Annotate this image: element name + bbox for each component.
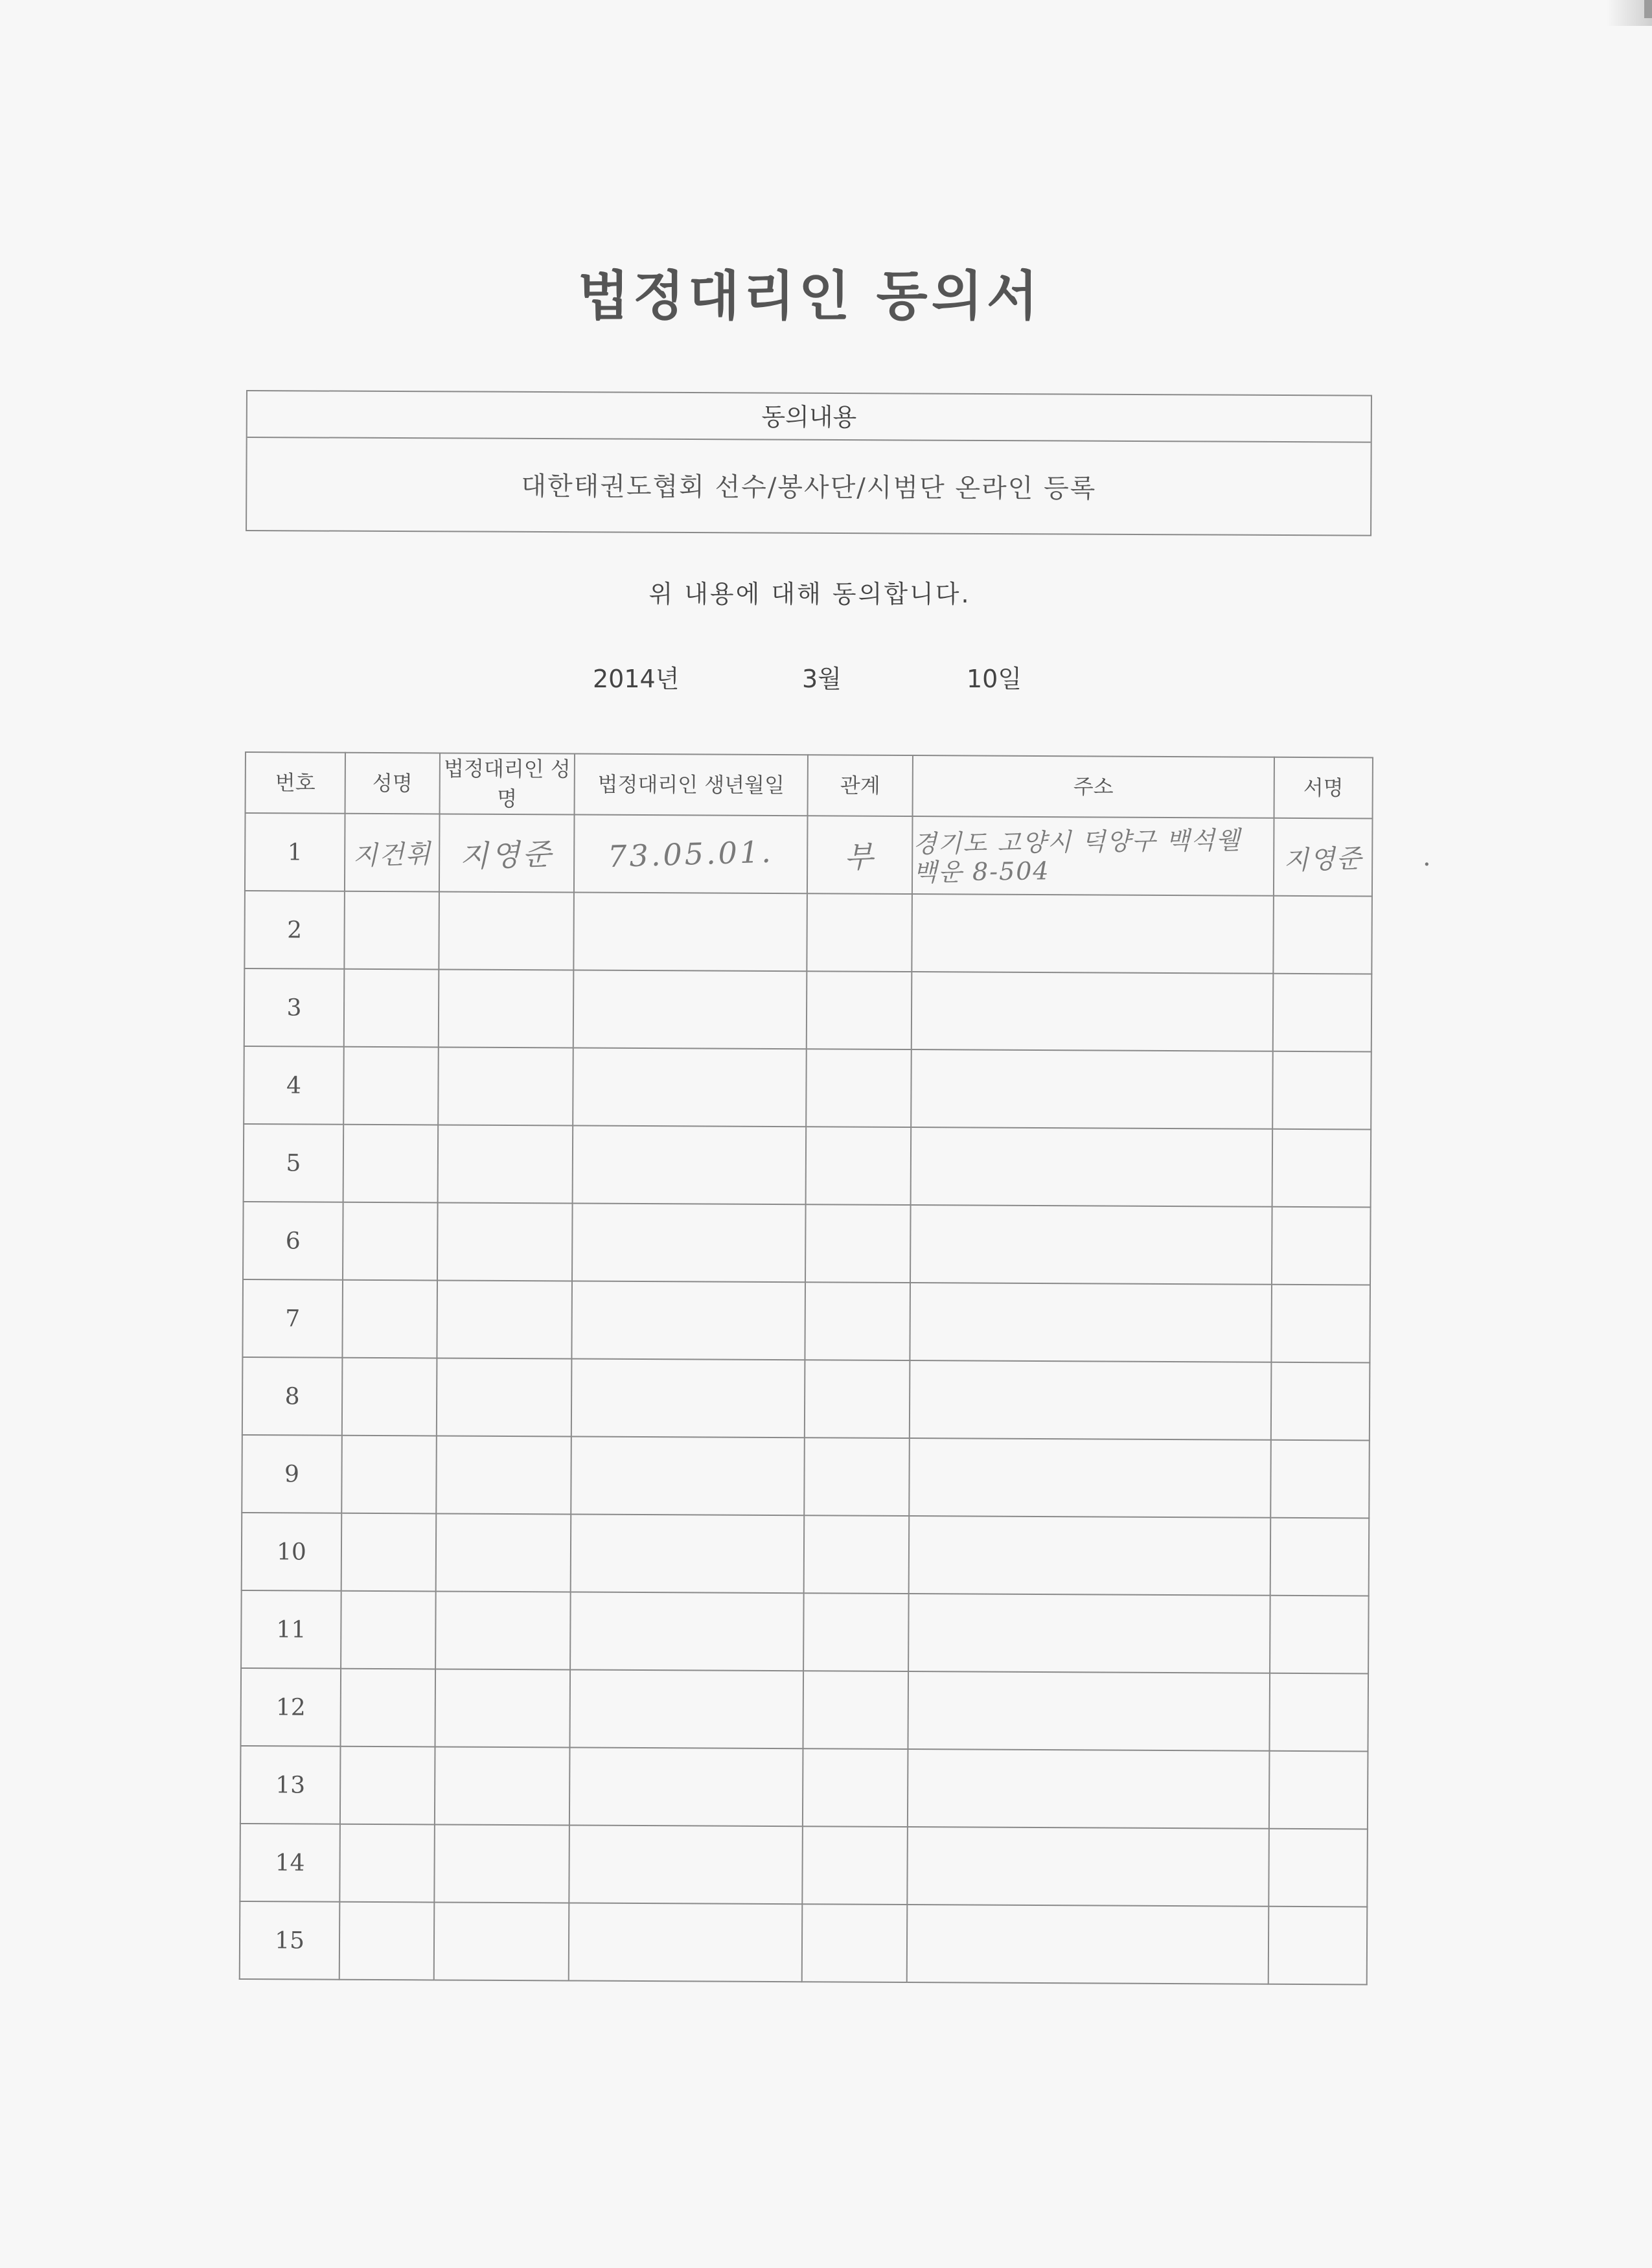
cell-relation bbox=[805, 1282, 910, 1360]
cell-relation bbox=[805, 1204, 911, 1283]
cell-no: 8 bbox=[242, 1357, 343, 1436]
cell-address bbox=[910, 1205, 1272, 1285]
cell-guardian-birth bbox=[574, 814, 808, 893]
cell-guardian-birth bbox=[573, 1048, 807, 1127]
table-body bbox=[240, 813, 1373, 1984]
cell-guardian-birth bbox=[569, 1747, 803, 1826]
cell-guardian-name bbox=[437, 1358, 572, 1436]
page-corner-shadow bbox=[1607, 0, 1652, 26]
cell-signature bbox=[1271, 1362, 1370, 1441]
cell-no: 15 bbox=[240, 1901, 340, 1980]
header-guardian-name: 법정대리인 성명 bbox=[440, 753, 575, 814]
table-row bbox=[242, 1513, 1370, 1596]
cell-guardian-name bbox=[437, 1202, 573, 1281]
cell-relation bbox=[807, 816, 913, 894]
cell-name bbox=[343, 1047, 439, 1125]
cell-guardian-name bbox=[439, 969, 574, 1048]
handwritten-signature: 지영준 bbox=[1283, 843, 1363, 876]
stray-mark: · bbox=[1423, 850, 1431, 880]
cell-signature bbox=[1274, 818, 1373, 897]
cell-guardian-birth bbox=[570, 1592, 804, 1671]
cell-address bbox=[908, 1594, 1270, 1673]
header-no: 번호 bbox=[246, 752, 345, 814]
handwritten-guardian-birth: 73.05.01. bbox=[607, 834, 774, 875]
cell-no: 9 bbox=[242, 1435, 342, 1513]
cell-address bbox=[907, 1827, 1269, 1907]
cell-guardian-name bbox=[435, 1591, 571, 1669]
cell-name bbox=[341, 1591, 436, 1669]
cell-address bbox=[912, 816, 1274, 896]
cell-signature bbox=[1273, 974, 1372, 1052]
cell-signature bbox=[1273, 896, 1372, 974]
cell-address bbox=[911, 1049, 1273, 1129]
table-row bbox=[244, 1046, 1371, 1130]
cell-name bbox=[339, 1824, 435, 1903]
consent-box bbox=[246, 390, 1372, 536]
cell-guardian-birth bbox=[571, 1436, 805, 1515]
cell-signature bbox=[1270, 1440, 1370, 1518]
cell-signature bbox=[1268, 1907, 1368, 1985]
cell-no: 3 bbox=[244, 968, 345, 1047]
cell-no: 11 bbox=[241, 1590, 341, 1669]
cell-no: 13 bbox=[240, 1746, 341, 1824]
table-row bbox=[242, 1435, 1370, 1518]
cell-guardian-birth bbox=[571, 1358, 805, 1438]
cell-name bbox=[339, 1902, 435, 1980]
cell-name bbox=[341, 1513, 437, 1592]
cell-relation bbox=[807, 971, 912, 1049]
cell-name bbox=[342, 1358, 437, 1436]
cell-relation bbox=[806, 1127, 912, 1205]
table-row bbox=[245, 813, 1373, 897]
table-row bbox=[240, 1901, 1368, 1985]
table-row bbox=[242, 1279, 1370, 1363]
consent-body: 대한태권도협회 선수/봉사단/시범단 온라인 등록 bbox=[521, 471, 1097, 504]
cell-guardian-birth bbox=[573, 970, 807, 1049]
cell-relation bbox=[803, 1593, 909, 1671]
table-header-row bbox=[246, 752, 1373, 819]
date-day: 10일 bbox=[967, 665, 1022, 693]
cell-relation bbox=[802, 1826, 908, 1905]
table-row bbox=[241, 1590, 1369, 1674]
agreement-statement: 위 내용에 대해 동의합니다. bbox=[648, 580, 971, 608]
cell-guardian-name bbox=[437, 1280, 572, 1358]
cell-relation bbox=[802, 1904, 908, 1982]
cell-guardian-name bbox=[435, 1669, 570, 1747]
cell-no: 6 bbox=[243, 1202, 343, 1280]
cell-relation bbox=[807, 893, 912, 972]
cell-address bbox=[912, 972, 1274, 1051]
cell-guardian-name bbox=[439, 891, 574, 970]
table-row bbox=[244, 891, 1372, 974]
cell-guardian-name bbox=[434, 1902, 569, 1980]
table-row bbox=[243, 1202, 1371, 1285]
cell-name bbox=[344, 969, 439, 1048]
cell-name bbox=[341, 1436, 437, 1514]
cell-guardian-name bbox=[435, 1747, 570, 1825]
cell-guardian-birth bbox=[569, 1825, 803, 1904]
cell-relation bbox=[803, 1748, 908, 1827]
table-row bbox=[244, 1124, 1371, 1208]
cell-guardian-birth bbox=[571, 1281, 805, 1360]
cell-relation bbox=[804, 1438, 910, 1516]
cell-address bbox=[909, 1438, 1271, 1518]
cell-relation bbox=[805, 1360, 910, 1438]
cell-relation bbox=[804, 1515, 910, 1594]
cell-guardian-birth bbox=[569, 1903, 803, 1982]
cell-guardian-birth bbox=[571, 1514, 805, 1593]
consent-header: 동의내용 bbox=[247, 391, 1371, 443]
handwritten-guardian-name: 지영준 bbox=[459, 836, 555, 875]
cell-address bbox=[908, 1671, 1270, 1751]
table-row bbox=[242, 1357, 1370, 1441]
cell-name bbox=[340, 1669, 435, 1747]
cell-address bbox=[912, 894, 1274, 974]
cell-no: 14 bbox=[240, 1824, 340, 1902]
cell-name bbox=[340, 1747, 435, 1825]
cell-guardian-name bbox=[438, 1047, 573, 1125]
cell-guardian-name bbox=[434, 1824, 569, 1903]
cell-signature bbox=[1270, 1596, 1369, 1674]
cell-guardian-birth bbox=[573, 1125, 807, 1204]
cell-name bbox=[344, 891, 439, 970]
cell-address bbox=[907, 1905, 1269, 1984]
cell-signature bbox=[1271, 1285, 1370, 1363]
handwritten-address: 경기도 고양시 덕양구 백석웰 백운 8-504 bbox=[912, 825, 1241, 887]
header-address: 주소 bbox=[913, 755, 1274, 818]
cell-name bbox=[342, 1280, 437, 1358]
cell-signature bbox=[1269, 1673, 1368, 1752]
date-month: 3월 bbox=[802, 665, 842, 693]
cell-address bbox=[910, 1283, 1272, 1362]
cell-name bbox=[343, 1125, 439, 1203]
cell-guardian-name bbox=[439, 814, 575, 892]
table-row bbox=[240, 1824, 1368, 1907]
cell-no: 2 bbox=[244, 891, 345, 969]
date-year: 2014년 bbox=[593, 665, 680, 693]
cell-guardian-birth bbox=[573, 892, 807, 971]
cell-no: 12 bbox=[240, 1668, 341, 1747]
header-signature: 서명 bbox=[1274, 757, 1373, 819]
cell-address bbox=[911, 1127, 1273, 1207]
cell-signature bbox=[1272, 1207, 1371, 1285]
cell-relation bbox=[803, 1671, 908, 1749]
cell-guardian-name bbox=[436, 1436, 571, 1514]
table-row bbox=[240, 1746, 1368, 1829]
cell-name bbox=[345, 814, 440, 892]
guardian-table bbox=[239, 751, 1373, 1985]
cell-name bbox=[343, 1202, 438, 1281]
cell-no: 1 bbox=[245, 813, 345, 891]
cell-no: 5 bbox=[244, 1124, 344, 1202]
cell-no: 10 bbox=[242, 1513, 342, 1591]
header-guardian-birth: 법정대리인 생년월일 bbox=[575, 753, 808, 816]
document-title: 법정대리인 동의서 bbox=[577, 265, 1042, 327]
cell-guardian-birth bbox=[569, 1669, 803, 1748]
cell-address bbox=[910, 1360, 1272, 1440]
cell-no: 7 bbox=[242, 1279, 343, 1358]
cell-address bbox=[909, 1516, 1271, 1596]
header-relation: 관계 bbox=[808, 755, 913, 816]
cell-signature bbox=[1269, 1751, 1368, 1829]
cell-signature bbox=[1272, 1051, 1371, 1130]
cell-no: 4 bbox=[244, 1046, 344, 1125]
cell-signature bbox=[1270, 1518, 1370, 1596]
cell-relation bbox=[806, 1049, 912, 1127]
table-row bbox=[240, 1668, 1368, 1752]
handwritten-relation: 부 bbox=[843, 838, 877, 875]
handwritten-name: 지건휘 bbox=[352, 838, 432, 871]
cell-address bbox=[908, 1749, 1270, 1829]
cell-guardian-name bbox=[438, 1125, 573, 1203]
cell-guardian-name bbox=[436, 1513, 571, 1592]
cell-guardian-birth bbox=[572, 1203, 806, 1282]
cell-signature bbox=[1268, 1829, 1368, 1907]
header-name: 성명 bbox=[345, 753, 440, 814]
table-row bbox=[244, 968, 1372, 1052]
cell-signature bbox=[1272, 1129, 1371, 1208]
